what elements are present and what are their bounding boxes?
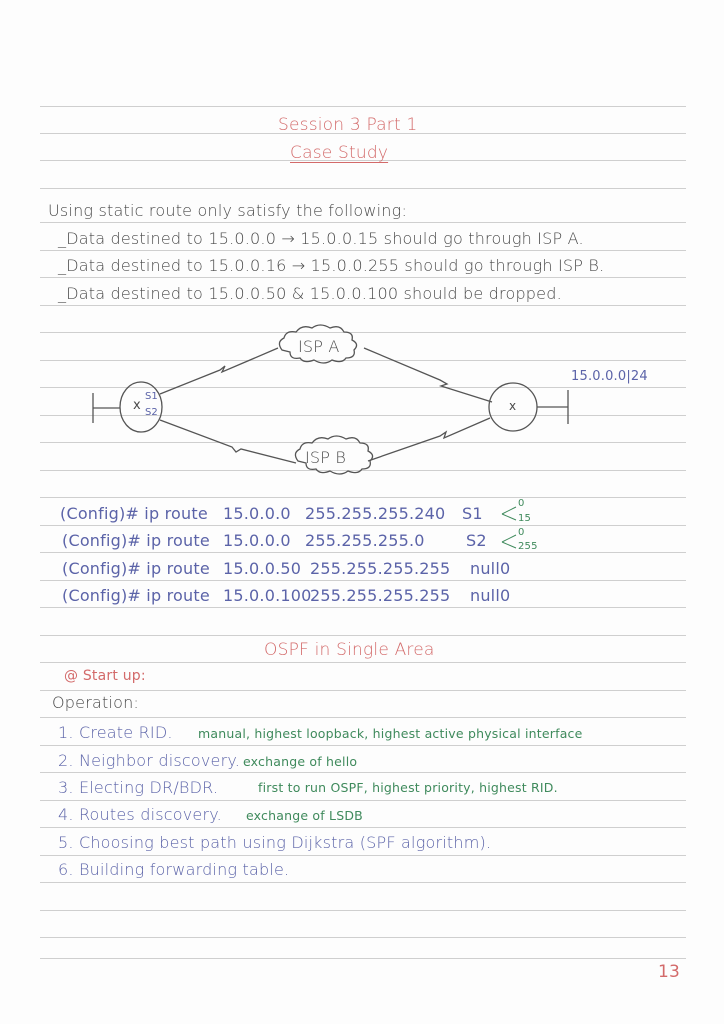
left-router-label: x [133, 398, 141, 413]
range-end: 255 [518, 541, 538, 552]
step-label: 5. Choosing best path using Dijkstra (SPF algorithm). [58, 833, 492, 852]
step-label: 3. Electing DR/BDR. [58, 778, 219, 797]
config-interface: null0 [470, 559, 511, 578]
range-start: 0 [518, 527, 525, 538]
s1-interface-label: S1 [145, 391, 158, 402]
config-interface: S1 [462, 504, 483, 523]
right-router-label: x [509, 399, 517, 413]
config-prompt: (Config)# ip route [62, 586, 210, 605]
network-address-label: 15.0.0.0|24 [571, 369, 648, 384]
config-prompt: (Config)# ip route [60, 504, 208, 523]
operation-label: Operation: [52, 693, 140, 712]
step-label: 2. Neighbor discovery. [58, 751, 241, 770]
requirement-item: _Data destined to 15.0.0.16 → 15.0.0.255 should go through ISP B. [58, 256, 605, 275]
isp-a-label: ISP A [298, 337, 340, 356]
step-note: first to run OSPF, highest priority, highest RID. [258, 780, 558, 795]
config-prompt: (Config)# ip route [62, 531, 210, 550]
config-prompt: (Config)# ip route [62, 559, 210, 578]
requirement-item: _Data destined to 15.0.0.0 → 15.0.0.15 should go through ISP A. [58, 229, 584, 248]
isp-b-label: ISP B [305, 448, 347, 467]
page-number: 13 [658, 962, 681, 982]
config-network: 15.0.0.50 [223, 559, 302, 578]
config-mask: 255.255.255.240 [305, 504, 446, 523]
config-network: 15.0.0.0 [223, 504, 291, 523]
config-interface: null0 [470, 586, 511, 605]
step-note: exchange of hello [243, 754, 358, 769]
range-start: 0 [518, 498, 525, 509]
config-network: 15.0.0.100 [223, 586, 312, 605]
step-note: exchange of LSDB [246, 808, 363, 823]
requirements-intro: Using static route only satisfy the following: [48, 201, 408, 220]
step-label: 1. Create RID. [58, 723, 173, 742]
config-interface: S2 [466, 531, 487, 550]
s2-interface-label: S2 [145, 407, 158, 418]
step-note: manual, highest loopback, highest active physical interface [198, 726, 583, 741]
step-label: 6. Building forwarding table. [58, 860, 290, 879]
step-label: 4. Routes discovery. [58, 805, 222, 824]
requirement-item: _Data destined to 15.0.0.50 & 15.0.0.100 should be dropped. [58, 284, 562, 303]
startup-label: @ Start up: [64, 668, 146, 684]
case-study-title: Case Study [290, 143, 389, 163]
config-network: 15.0.0.0 [223, 531, 291, 550]
config-mask: 255.255.255.0 [305, 531, 425, 550]
session-title: Session 3 Part 1 [278, 115, 418, 135]
ospf-title: OSPF in Single Area [264, 640, 435, 660]
config-mask: 255.255.255.255 [310, 559, 451, 578]
config-mask: 255.255.255.255 [310, 586, 451, 605]
range-end: 15 [518, 513, 532, 524]
